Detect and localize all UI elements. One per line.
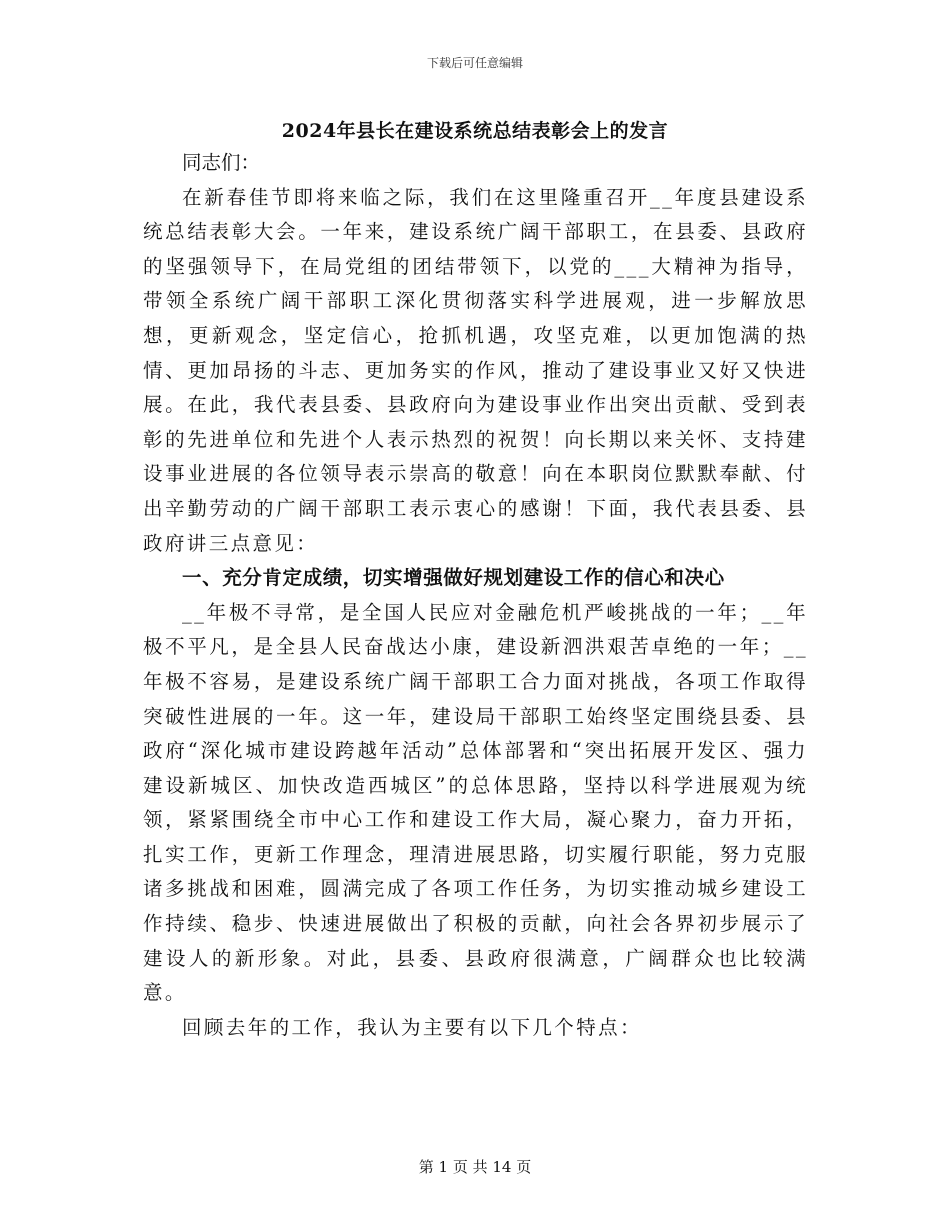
document-body: [143, 146, 808, 1045]
body-paragraph: __年极不寻常，是全国人民应对金融危机严峻挑战的一年；__年极不平凡，是全县人民奋战达小康，建设新泗洪艰苦卓绝的一年；__年极不容易，是建设系统广阔干部职工合力面对挑战，各项工作取得突破性进展的一年。这一年，建设局干部职工始终坚定围绕县委、县政府“深化城市建设跨越年活动”总体部署和“突出拓展开发区、强力建设新城区、加快改造西城区”的总体思路，坚持以科学进展观为统领，紧紧围绕全市中心工作和建设工作大局，凝心聚力，奋力开拓，扎实工作，更新工作理念，理清进展思路，切实履行职能，努力克服诸多挑战和困难，圆满完成了各项工作任务，为切实推动城乡建设工作持续、稳步、快速进展做出了积极的贡献，向社会各界初步展示了建设人的新形象。对此，县委、县政府很满意，广阔群众也比较满意。: [143, 600, 808, 1005]
salutation: 同志们：: [182, 151, 261, 174]
section-heading: 一、充分肯定成绩，切实增强做好规划建设工作的信心和决心: [182, 566, 725, 590]
header-note: 下载后可任意编辑: [426, 56, 523, 70]
body-paragraph: 在新春佳节即将来临之际，我们在这里隆重召开__年度县建设系统总结表彰大会。一年来，建设系统广阔干部职工，在县委、县政府的坚强领导下，在局党组的团结带领下，以党的___大精神为指导，带领全系统广阔干部职工深化贯彻落实科学进展观，进一步解放思想，更新观念，坚定信心，抢抓机遇，攻坚克难，以更加饱满的热情、更加昂扬的斗志、更加务实的作风，推动了建设事业又好又快进展。在此，我代表县委、县政府向为建设事业作出突出贡献、受到表彰的先进单位和先进个人表示热烈的祝贺！向长期以来关怀、支持建设事业进展的各位领导表示崇高的敬意！向在本职岗位默默奉献、付出辛勤劳动的广阔干部职工表示衷心的感谢！下面，我代表县委、县政府讲三点意见：: [143, 185, 808, 555]
page-number: 第 1 页 共 14 页: [418, 1158, 532, 1176]
body-paragraph: 回顾去年的工作，我认为主要有以下几个特点：: [182, 1015, 642, 1039]
document-title: 2024年县长在建设系统总结表彰会上的发言: [281, 120, 669, 142]
